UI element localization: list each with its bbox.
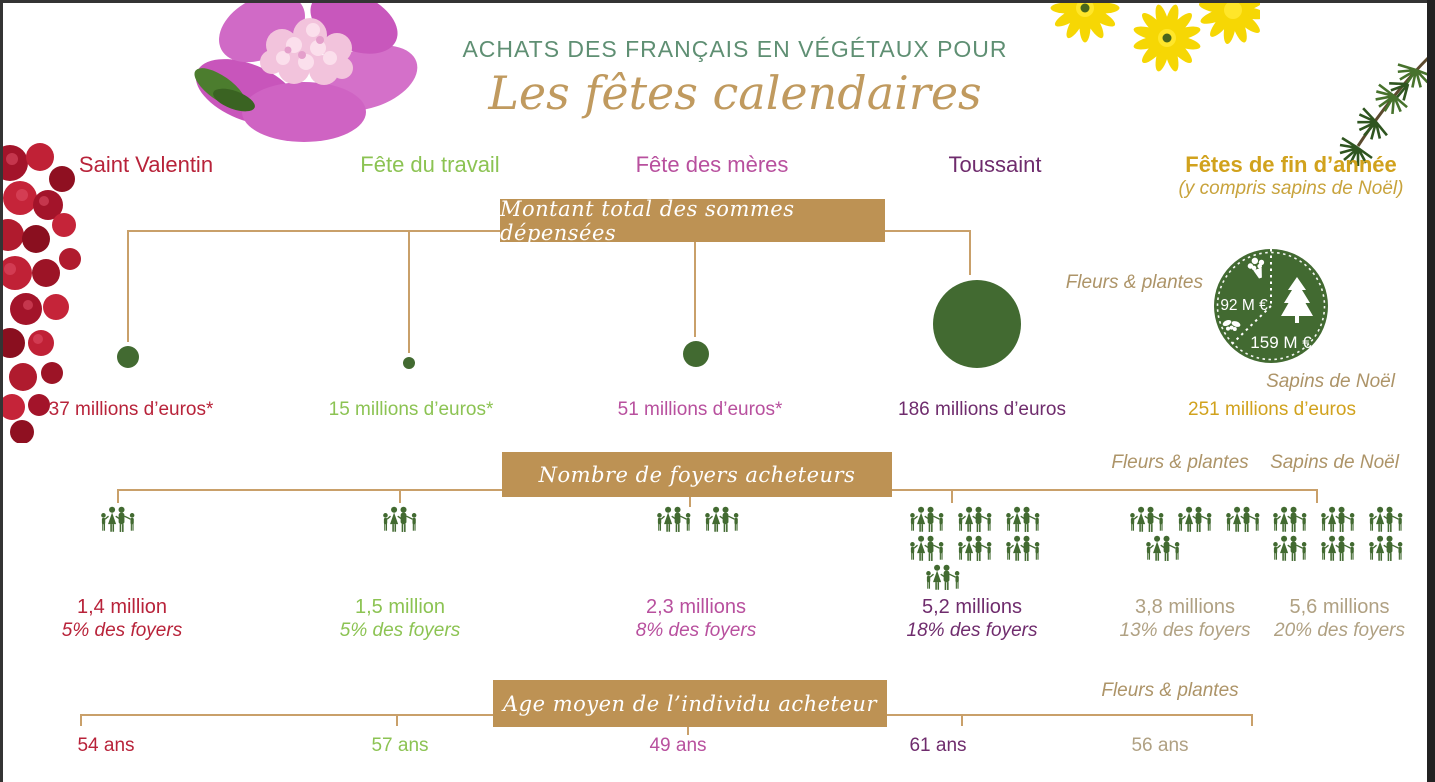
- connector-line: [1251, 714, 1253, 726]
- amount-fete-du-travail: 15 millions d’euros*: [328, 399, 494, 420]
- family-icon: [908, 535, 946, 562]
- amount-bubble-fete-du-travail: [403, 357, 415, 369]
- roses-photo: [0, 143, 92, 443]
- family-icon: [1224, 506, 1262, 533]
- family-icon: [908, 506, 946, 533]
- family-icon: [1319, 506, 1357, 533]
- households-share-fete-du-travail: 5% des foyers: [339, 620, 461, 641]
- family-pictogram-fete-des-meres: [655, 506, 741, 533]
- age-fleurs-plantes: 56 ans: [1131, 735, 1189, 756]
- connector-line: [127, 230, 129, 342]
- connector-line: [1316, 489, 1318, 503]
- family-icon: [956, 535, 994, 562]
- family-icon: [655, 506, 693, 533]
- family-pictogram-saint-valentin: [99, 506, 137, 533]
- households-share-sapins-noel: 20% des foyers: [1274, 620, 1405, 641]
- age-toussaint: 61 ans: [909, 735, 967, 756]
- window-edge-right: [1427, 0, 1435, 782]
- family-icon: [1004, 506, 1042, 533]
- column-head-fete-du-travail: Fête du travail: [360, 152, 500, 177]
- amount-toussaint: 186 millions d’euros: [898, 399, 1066, 420]
- banner-age-moyen: Age moyen de l’individu acheteur: [493, 680, 887, 727]
- connector-line: [892, 489, 1318, 491]
- family-pictogram-toussaint: [908, 506, 1042, 591]
- chrysanthemum-photo: [1015, 0, 1260, 95]
- connector-line: [396, 714, 398, 726]
- fleurs-plantes-label-s3: Fleurs & plantes: [1101, 680, 1239, 701]
- column-head-toussaint: Toussaint: [948, 152, 1042, 177]
- households-value-saint-valentin: 1,4 million: [76, 596, 168, 618]
- family-icon: [1319, 535, 1357, 562]
- family-icon: [1004, 535, 1042, 562]
- window-edge-top: [0, 0, 1435, 3]
- family-icon: [1367, 535, 1405, 562]
- connector-line: [969, 230, 971, 275]
- sapins-split-value: 159 M €: [1250, 333, 1312, 352]
- connector-line: [961, 714, 963, 726]
- connector-line: [408, 230, 410, 353]
- age-fete-des-meres: 49 ans: [649, 735, 707, 756]
- banner-foyers-acheteurs: Nombre de foyers acheteurs: [502, 452, 892, 497]
- family-icon: [1144, 535, 1182, 562]
- family-icon: [956, 506, 994, 533]
- fleurs-plantes-label-s2: Fleurs & plantes: [1111, 452, 1249, 473]
- connector-line: [399, 489, 401, 503]
- fin-annee-split-circle: [1208, 243, 1334, 369]
- column-head-fin-annee: [1151, 152, 1431, 199]
- peony-photo: [182, 0, 422, 150]
- connector-line: [885, 230, 971, 232]
- connector-line: [117, 489, 119, 503]
- banner-montant-total: Montant total des sommes dépensées: [500, 199, 885, 242]
- connector-line: [887, 714, 1253, 716]
- connector-line: [128, 230, 500, 232]
- amount-bubble-fete-des-meres: [683, 341, 709, 367]
- households-value-fete-du-travail: 1,5 million: [354, 596, 446, 618]
- amount-fete-des-meres: 51 millions d’euros*: [617, 399, 783, 420]
- fleurs-plantes-label-s1: Fleurs & plantes: [1065, 272, 1203, 293]
- family-icon: [1128, 506, 1166, 533]
- connector-line: [951, 489, 953, 503]
- households-value-fleurs-plantes: 3,8 millions: [1134, 596, 1236, 618]
- family-icon: [1367, 506, 1405, 533]
- households-value-sapins-noel: 5,6 millions: [1289, 596, 1390, 618]
- households-value-fete-des-meres: 2,3 millions: [645, 596, 747, 618]
- family-pictogram-fleurs-plantes: [1128, 506, 1262, 562]
- connector-line: [694, 242, 696, 337]
- family-pictogram-fete-du-travail: [381, 506, 419, 533]
- amount-bubble-saint-valentin: [117, 346, 139, 368]
- connector-line: [80, 714, 493, 716]
- age-saint-valentin: 54 ans: [77, 735, 135, 756]
- column-head-saint-valentin: Saint Valentin: [78, 152, 214, 177]
- amount-saint-valentin: 37 millions d’euros*: [48, 399, 214, 420]
- family-icon: [1176, 506, 1214, 533]
- page-title: ACHATS DES FRANÇAIS EN VÉGÉTAUX POUR: [462, 36, 1008, 62]
- fleurs-split-value: 92 M €: [1220, 297, 1268, 314]
- column-head-fin-annee-label: Fêtes de fin d’année: [1185, 152, 1397, 177]
- households-share-toussaint: 18% des foyers: [906, 620, 1038, 641]
- family-icon: [1271, 506, 1309, 533]
- page-subtitle-script: Les fêtes calendaires: [488, 66, 982, 120]
- households-value-toussaint: 5,2 millions: [921, 596, 1023, 618]
- family-icon: [99, 506, 137, 533]
- sapins-noel-label-s1: Sapins de Noël: [1266, 371, 1395, 392]
- age-fete-du-travail: 57 ans: [371, 735, 429, 756]
- connector-line: [687, 727, 689, 735]
- connector-line: [80, 714, 82, 726]
- households-share-saint-valentin: 5% des foyers: [61, 620, 183, 641]
- window-edge-left: [0, 0, 3, 782]
- households-share-fleurs-plantes: 13% des foyers: [1119, 620, 1251, 641]
- amount-fin-annee: 251 millions d’euros: [1188, 399, 1356, 420]
- column-head-fete-des-meres: Fête des mères: [635, 152, 789, 177]
- amount-bubble-toussaint: [933, 280, 1021, 368]
- family-icon: [381, 506, 419, 533]
- sapins-noel-label-s2: Sapins de Noël: [1270, 452, 1399, 473]
- family-icon: [924, 564, 962, 591]
- family-icon: [703, 506, 741, 533]
- family-pictogram-sapins-noel: [1271, 506, 1405, 562]
- households-share-fete-des-meres: 8% des foyers: [635, 620, 757, 641]
- family-icon: [1271, 535, 1309, 562]
- connector-line: [118, 489, 502, 491]
- column-head-fin-annee-subtitle: (y compris sapins de Noël): [1178, 178, 1404, 199]
